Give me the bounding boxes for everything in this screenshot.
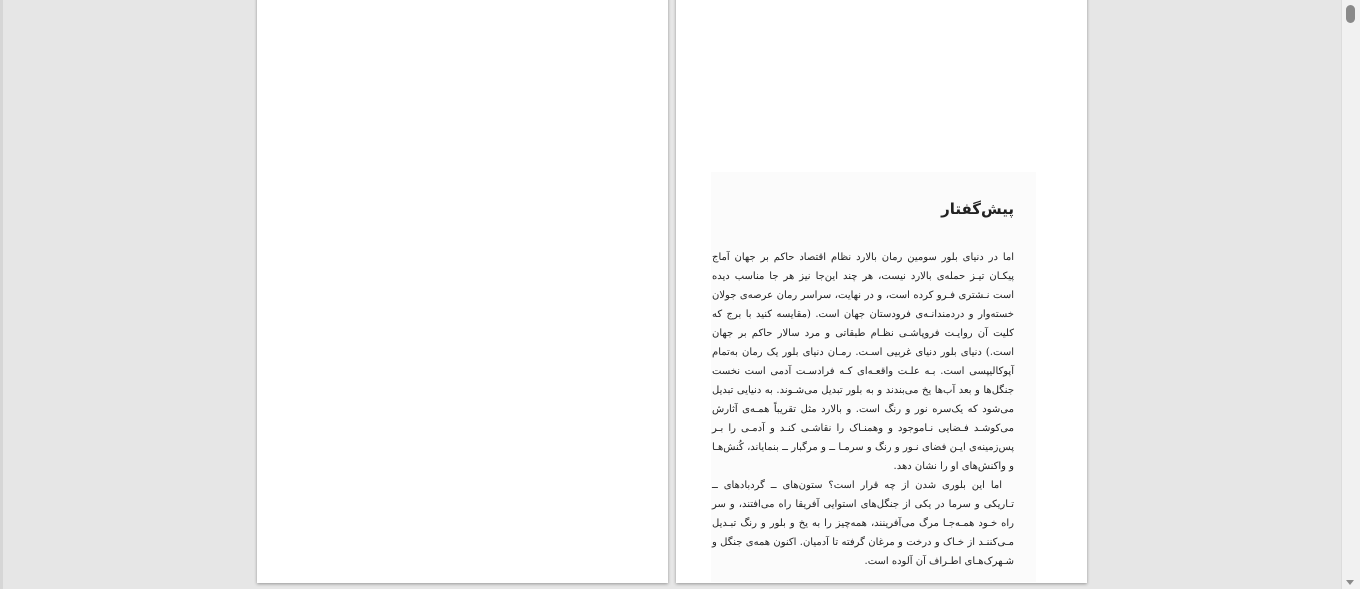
page-right [676,0,1087,583]
vertical-scrollbar[interactable] [1341,0,1360,589]
paragraph: اما در دنیای بلور سومین رمان بالارد نظام اقتصاد حاکم بر جهان آماج پیکـان تیـز حمله‌ی بالارد نیست، هر چند این‌جا نیز هر جا مناسب دیده است نـشتری فـرو کرده است، و در نهایت، سراسر رمان عرصه‌ی جولان خسته‌وار و دردمندانـه‌ی فرودستان جهان است. (مقایسه کنید با برج که کلیت آن روایـت فروپاشـی نظـام طبقاتی و مرد سالار حاکم بر جهان است.) دنیای بلور دنیای غربیی اسـت. رمـان دنیای بلور یک رمان به‌تمام آپوکالیپسی است. بـه علـت واقعـه‌ای کـه فرادسـت آدمی است نخست جنگل‌ها و بعد آب‌ها یخ می‌بندند و به بلور تبدیل می‌شـوند. به دنیایی تبدیل می‌شود که یک‌سره نور و رنگ است. و بالارد مثل تقریباً همـه‌ی آثارش می‌کوشـد فـضایی نـاموجود و وهمنـاک را نقاشـی کنـد و آدمـی را بـر پس‌زمینه‌ی ایـن فضای نـور و رنگ و سرمـا ــ و مرگبار ــ بنمایاند، کُنش‌هـا و واکنش‌های او را نشان دهد. [712,252,1014,472]
scroll-down-arrow-icon[interactable] [1346,580,1354,585]
chapter-body [712,248,1014,571]
scanned-text-block [711,172,1036,582]
paragraph: اما این بلوری شدن از چه قرار است؟ ستون‌های ــ گردبادهای ــ تـاریکی و سرما در یکی از جنگل‌های استوایی آفریقا راه می‌افتند، و سر راه خـود همـه‌جـا مرگ می‌آفرینند، همه‌چیز را به یخ و بلور و رنگ تبـدیل مـی‌کننـد از خـاک و درخت و مرغان گرفته تا آدمیان. اکنون همه‌ی جنگل و شـهرک‌هـای اطـراف آن آلوده است. [712,480,1014,567]
scrollbar-thumb[interactable] [1346,5,1355,23]
page-left [257,0,668,583]
viewer-left-border [0,0,3,589]
chapter-title: پیش‌گفتار [941,200,1014,218]
